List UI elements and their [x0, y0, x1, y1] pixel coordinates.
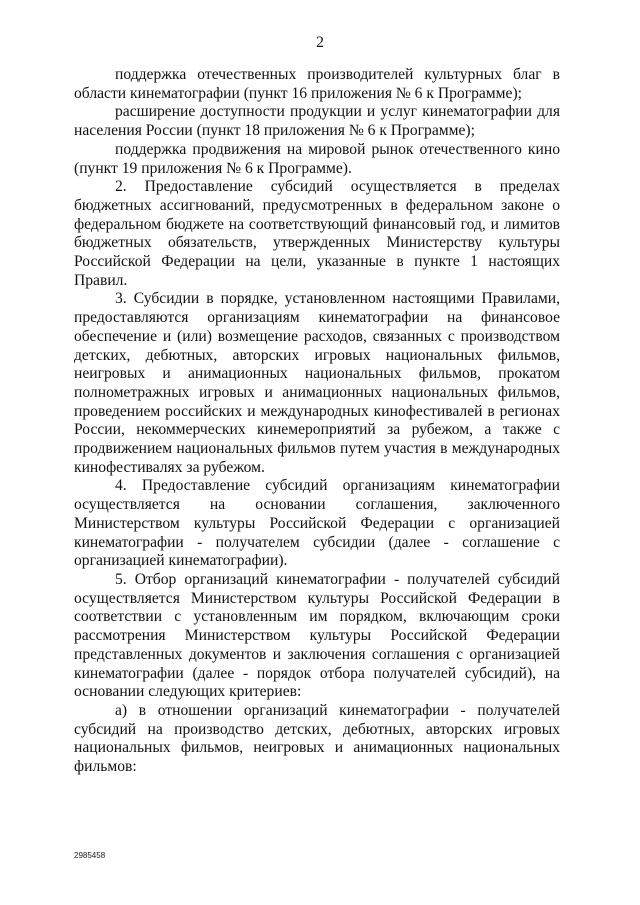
- paragraph-subitem-a: а) в отношении организаций кинематографии - получателей субсидий на производство детских, дебютных, авторских игровых национальных фильмов, неигровых и анимационных национальных фильмов:: [74, 701, 560, 776]
- paragraph-support-producers: поддержка отечественных производителей культурных благ в области кинематографии (пункт 16 приложения № 6 к Программе);: [74, 66, 560, 102]
- paragraph-world-market: поддержка продвижения на мировой рынок отечественного кино (пункт 19 приложения № 6 к Программе).: [74, 140, 560, 177]
- paragraph-item-5: 5. Отбор организаций кинематографии - получателей субсидий осуществляется Министерством культуры Российской Федерации в соответствии с установленным им порядком, включающим сроки рассмотрения Министерством культуры Российской Федерации представленных документов и заключения соглашения с организацией кинематографии (далее - порядок отбора получателей субсидий), на основании следующих критериев:: [74, 570, 560, 701]
- page-number: 2: [316, 34, 324, 51]
- paragraph-item-4: 4. Предоставление субсидий организациям кинематографии осуществляется на основании соглашения, заключенного Министерством культуры Российской Федерации с организацией кинематографии - получателем субсидии (далее - соглашение с организацией кинематографии).: [74, 477, 560, 570]
- document-id: 2985458: [74, 851, 106, 860]
- paragraph-accessibility: расширение доступности продукции и услуг кинематографии для населения России (пункт 18 приложения № 6 к Программе);: [74, 103, 560, 140]
- paragraph-item-2: 2. Предоставление субсидий осуществляется в пределах бюджетных ассигнований, предусмотренных в федеральном законе о федеральном бюджете на соответствующий финансовый год, и лимитов бюджетных обязательств, утвержденных Министерству культуры Российской Федерации на цели, указанные в пункте 1 настоящих Правил.: [74, 178, 560, 289]
- document-body: [74, 66, 560, 777]
- paragraph-item-3: 3. Субсидии в порядке, установленном настоящими Правилами, предоставляются организациям кинематографии на финансовое обеспечение и (или) возмещение расходов, связанных с производством детских, дебютных, авторских игровых национальных фильмов, неигровых и анимационных национальных фильмов, прокатом полнометражных игровых и анимационных национальных фильмов, проведением российских и международных кинофестивалей в регионах России, некоммерческих кинемероприятий за рубежом, а также с продвижением национальных фильмов путем участия в международных кинофестивалях за рубежом.: [74, 290, 560, 476]
